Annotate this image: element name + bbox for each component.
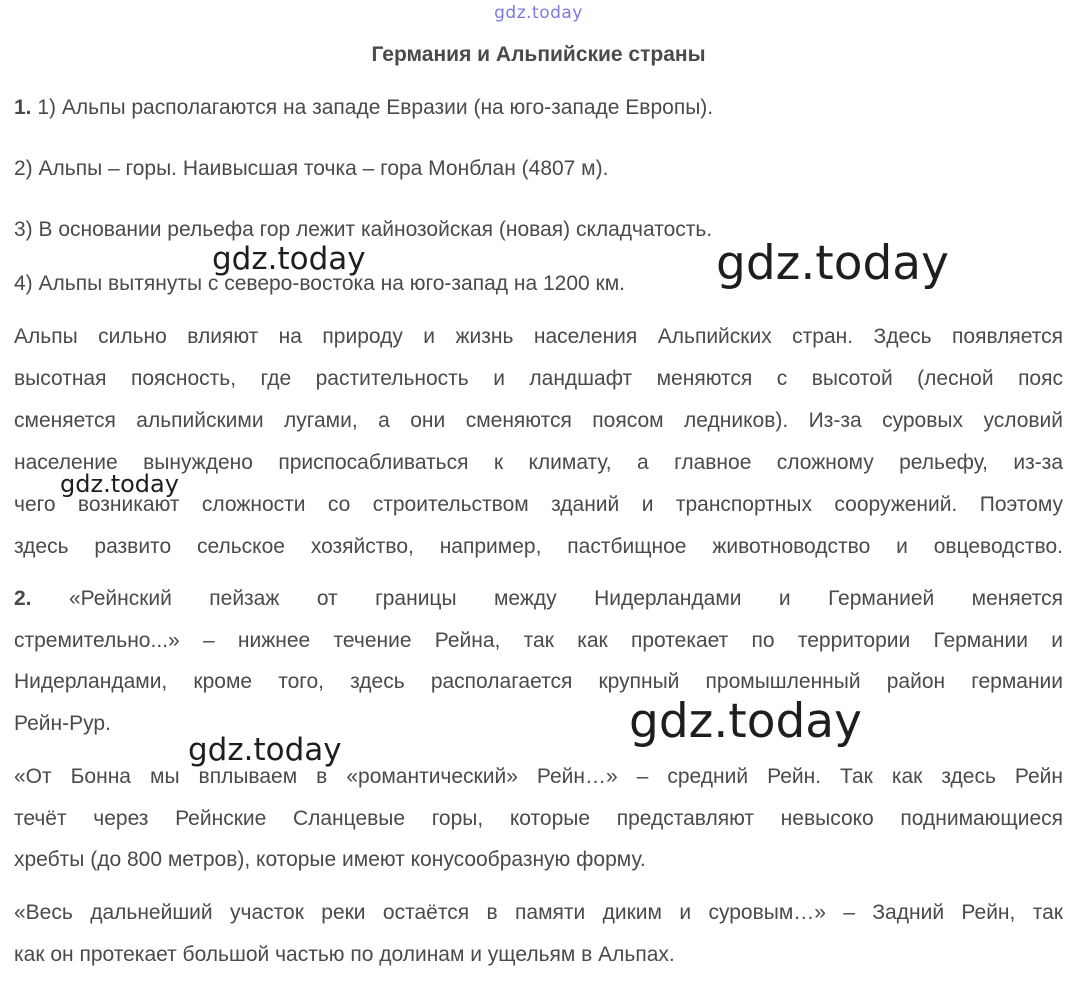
watermark-2: gdz.today bbox=[716, 236, 949, 291]
watermark-5: gdz.today bbox=[188, 732, 342, 768]
q1-para-line-1: Альпы сильно влияют на природу и жизнь населения Альпийских стран. Здесь появляется bbox=[14, 325, 1063, 348]
q2-para1-line-4: Рейн-Рур. bbox=[14, 712, 111, 735]
q2-para3-line-1: «Весь дальнейший участок реки остаётся в памяти диким и суровым…» – Задний Рейн, так bbox=[14, 901, 1063, 924]
q1-item-1 bbox=[14, 96, 713, 120]
q1-item-1-text: 1) Альпы располагаются на западе Евразии (на юго-западе Европы). bbox=[37, 96, 714, 119]
q1-para-line-2: высотная поясность, где растительность и ландшафт меняются с высотой (лесной пояс bbox=[14, 367, 1063, 390]
page-title: Германия и Альпийские страны bbox=[371, 43, 706, 66]
q1-para-line-4: население вынуждено приспосабливаться к климату, а главное сложному рельефу, из-за bbox=[14, 451, 1063, 474]
q2-para2-line-3: хребты (до 800 метров), которые имеют конусообразную форму. bbox=[14, 848, 646, 871]
q1-number: 1. bbox=[14, 96, 32, 119]
q2-para1-line-1-text: «Рейнский пейзаж от границы между Нидерландами и Германией меняется bbox=[68, 587, 1063, 610]
q1-item-3: 3) В основании рельефа гор лежит кайнозойская (новая) складчатость. bbox=[14, 218, 713, 241]
q2-para2-line-2: течёт через Рейнские Сланцевые горы, которые представляют невысоко поднимающиеся bbox=[14, 807, 1063, 830]
q1-para-line-5: чего возникают сложности со строительством зданий и транспортных сооружений. Поэтому bbox=[14, 493, 1063, 516]
q2-para1-line-3: Нидерландами, кроме того, здесь располагается крупный промышленный район германии bbox=[14, 670, 1063, 693]
watermark-1: gdz.today bbox=[212, 241, 366, 277]
q1-item-2: 2) Альпы – горы. Наивысшая точка – гора Монблан (4807 м). bbox=[14, 157, 609, 180]
q1-para-line-3: сменяется альпийскими лугами, а они сменяются поясом ледников). Из-за суровых условий bbox=[14, 409, 1063, 432]
q1-item-4: 4) Альпы вытянуты с северо-востока на юго-запад на 1200 км. bbox=[14, 272, 625, 295]
q2-para2-line-1: «От Бонна мы вплываем в «романтический» Рейн…» – средний Рейн. Так как здесь Рейн bbox=[14, 765, 1063, 788]
watermark-3: gdz.today bbox=[60, 470, 179, 498]
watermark-4: gdz.today bbox=[629, 694, 862, 749]
q2-para1-line-1 bbox=[14, 587, 1063, 611]
q1-para-line-6: здесь развито сельское хозяйство, например, пастбищное животноводство и овцеводство. bbox=[14, 535, 1063, 558]
q2-para1-line-2: стремительно...» – нижнее течение Рейна, так как протекает по территории Германии и bbox=[14, 629, 1063, 652]
q2-number: 2. bbox=[14, 587, 32, 610]
top-watermark: gdz.today bbox=[494, 3, 583, 23]
q2-para3-line-2: как он протекает большой частью по долинам и ущельям в Альпах. bbox=[14, 943, 675, 966]
